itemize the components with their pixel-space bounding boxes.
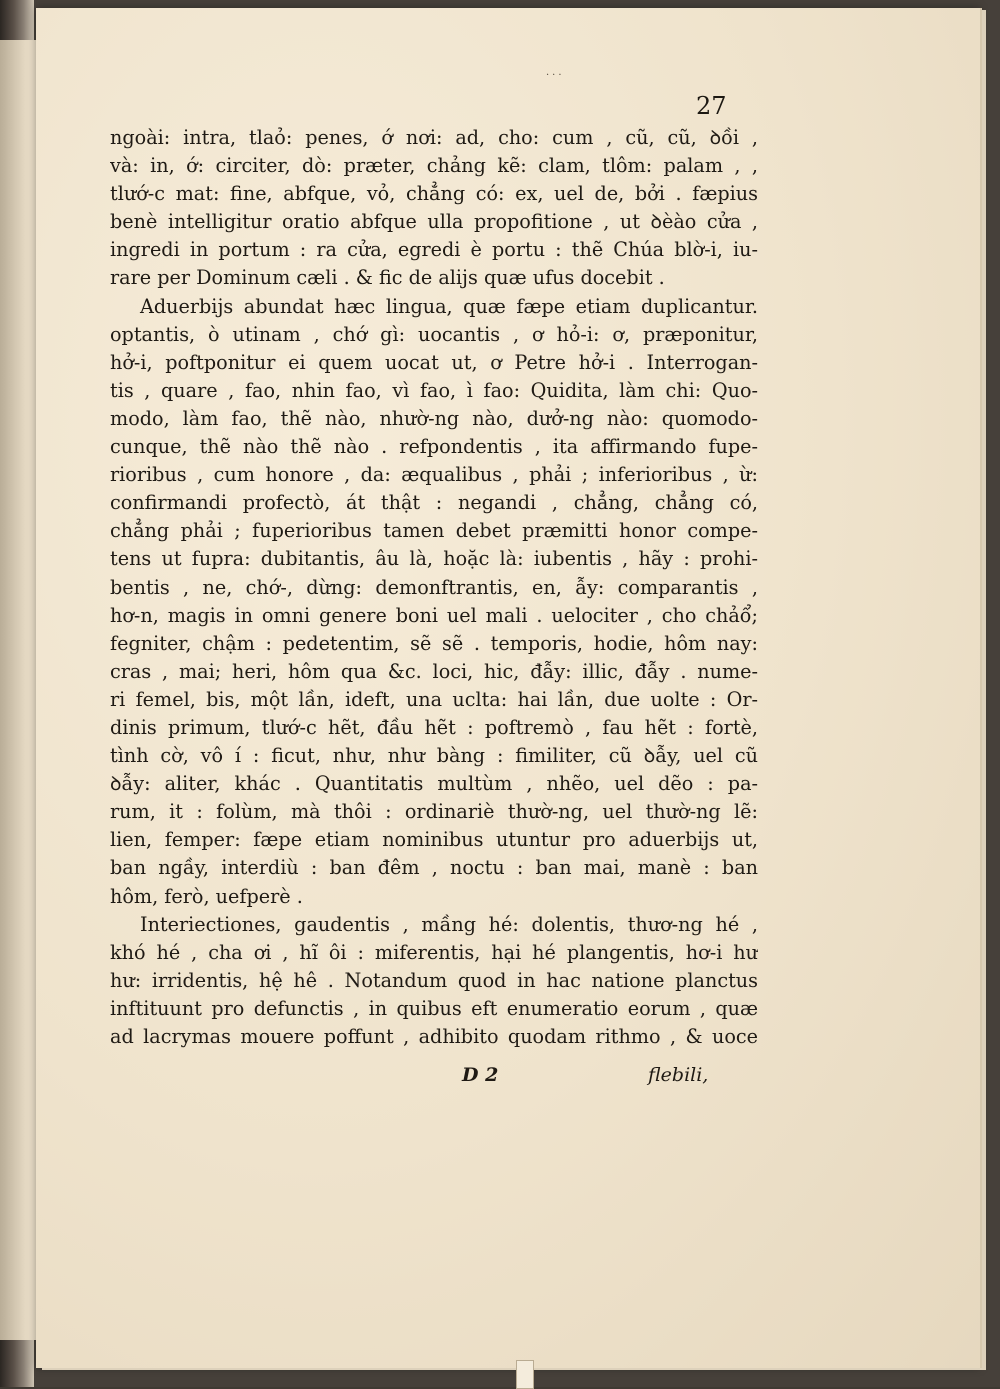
text-line: ban ngầy, interdiù : ban đêm , noctu : ban mai, manè : ban [110,856,758,880]
text-line: optantis, ò utinam , chớ gì: uocantis , ơ hỏ-i: ơ, præponitur, [110,322,758,346]
signature-mark: D 2 [462,1064,499,1086]
text-line: inftituunt pro defunctis , in quibus eft enumeratio eorum , quæ [110,996,758,1020]
text-line: khó hé , cha ơi , hĩ ôi : miferentis, hại hé plangentis, hơ-i hư [110,940,758,964]
text-line: Interiectiones, gaudentis , mầng hé: dolentis, thươ-ng hé , [140,912,758,936]
text-line: tis , quare , fao, nhin fao, vì fao, ì fao: Quidita, làm chi: Quo- [110,378,758,402]
text-line: tình cờ, vô í : ficut, như, như bàng : fimiliter, cũ ꝺẫy, uel cũ [110,744,758,768]
text-line: bentis , ne, chớ-, dừng: demonftrantis, en, ẫy: comparantis , [110,575,758,599]
text-line: ngoài: intra, tlaỏ: penes, ớ nơi: ad, cho: cum , cũ, cũ, ꝺồi , [110,126,758,149]
text-line: ꝺẫy: aliter, khác . Quantitatis multùm , nhẽo, uel dẽo : pa- [110,772,758,796]
text-line: rare per Dominum cæli . & fic de alijs quæ ufus docebit . [110,266,665,290]
text-line: lien, femper: fæpe etiam nominibus utuntur pro aduerbijs ut, [110,828,758,852]
text-line: hư: irridentis, hệ hê . Notandum quod in hac natione planctus [110,968,758,992]
text-line: confirmandi profectò, át thật : negandi , chẳng, chẳng có, [110,491,758,515]
text-line: hơ-n, magis in omni genere boni uel mali . uelociter , cho chảổ; [110,603,758,627]
text-line: ri femel, bis, một lần, ideft, una uclta: hai lần, due uolte : Or- [110,687,758,711]
body-text [110,124,758,1051]
decorative-dots: ··· [546,70,565,81]
page-footer [110,1064,758,1094]
text-line: tens ut fupra: dubitantis, âu là, hoặc là: iubentis , hãy : prohi- [110,547,758,571]
text-line: cras , mai; heri, hôm qua &c. loci, hic, đẫy: illic, đẫy . nume- [110,659,758,683]
text-line: fegniter, chậm : pedetentim, sẽ sẽ . temporis, hodie, hôm nay: [110,631,758,655]
catchword: flebili, [648,1064,709,1086]
text-line: chẳng phải ; fuperioribus tamen debet præmitti honor compe- [110,519,758,543]
text-line: hôm, ferò, uefperè . [110,884,303,908]
text-line: tlướ-c mat: fine, abfque, vỏ, chẳng có: ex, uel de, bởi . fæpius [110,182,758,206]
text-line: ad lacrymas mouere poffunt , adhibito quodam rithmo , & uoce [110,1025,758,1048]
text-line: dinis primum, tlướ-c hẽt, đầu hẽt : poftremò , fau hẽt : fortè, [110,715,758,739]
text-line: hở-i, poftponitur ei quem uocat ut, ơ Petre hở-i . Interrogan- [110,350,758,374]
text-line: cunque, thẽ nào thẽ nào . refpondentis , ita affirmando fupe- [110,435,758,459]
text-line: rioribus , cum honore , da: æqualibus , phải ; inferioribus , ừ: [110,463,758,487]
text-line: benè intelligitur oratio abfque ulla propofitione , ut ꝺèào cửa , [110,210,758,234]
page-number: 27 [696,92,727,120]
text-line: ingredi in portum : ra cửa, egredi è portu : thẽ Chúa blờ-i, iu- [110,238,758,262]
text-line: và: in, ớ: circiter, dò: præter, chảng kẽ: clam, tlôm: palam , , [110,154,758,178]
text-line: Aduerbijs abundat hæc lingua, quæ fæpe etiam duplicantur. [140,294,758,318]
bookmark-tab [516,1360,534,1389]
text-line: rum, it : folùm, mà thôi : ordinariè thườ-ng, uel thườ-ng lẽ: [110,800,758,824]
text-line: modo, làm fao, thẽ nào, nhườ-ng nào, dưở-ng nào: quomodo- [110,406,758,430]
